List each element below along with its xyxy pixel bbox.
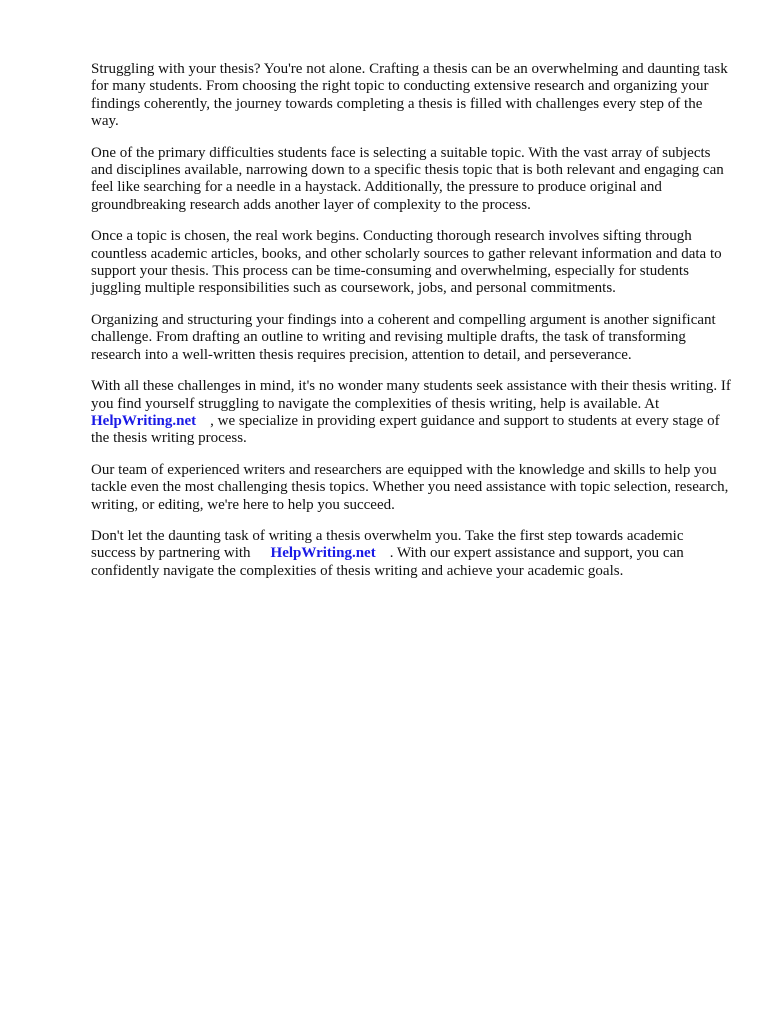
paragraph-organizing: Organizing and structuring your findings into a coherent and compelling argument is another significant challenge. From drafting an outline to writing and revising multiple drafts, the task of transforming research into a well-written thesis requires precision, attention to detail, and perseverance. [91, 311, 716, 363]
paragraph-assistance-text-after: , we specialize in providing expert guidance and support to students at every stage of the thesis writing process. [91, 412, 720, 447]
paragraph-assistance [91, 378, 731, 448]
document-body [91, 61, 731, 594]
paragraph-intro: Struggling with your thesis? You're not alone. Crafting a thesis can be an overwhelming and daunting task for many students. From choosing the right topic to conducting extensive research and organizing your findings coherently, the journey towards completing a thesis is filled with challenges every step of the way. [91, 61, 728, 130]
helpwriting-link-1[interactable]: HelpWriting.net [91, 412, 197, 429]
paragraph-closing [91, 528, 731, 580]
helpwriting-link-2[interactable]: HelpWriting.net [270, 545, 376, 562]
paragraph-closing-text-before: Don't let the daunting task of writing a thesis overwhelm you. Take the first step towards academic success by partnering with [91, 527, 684, 562]
paragraph-team: Our team of experienced writers and researchers are equipped with the knowledge and skills to help you tackle even the most challenging thesis topics. Whether you need assistance with topic selection, research, writing, or editing, we're here to help you succeed. [91, 461, 729, 513]
paragraph-assistance-text-before: With all these challenges in mind, it's no wonder many students seek assistance with their thesis writing. If you find yourself struggling to navigate the complexities of thesis writing, help is available. At [91, 378, 731, 412]
paragraph-topic-selection: One of the primary difficulties students face is selecting a suitable topic. With the vast array of subjects and disciplines available, narrowing down to a specific thesis topic that is both relevant and engaging can feel like searching for a needle in a haystack. Additionally, the pressure to produce original and groundbreaking research adds another layer of complexity to the process. [91, 144, 724, 213]
paragraph-closing-text-after: . With our expert assistance and support, you can confidently navigate the complexities of thesis writing and achieve your academic goals. [91, 545, 684, 579]
paragraph-research: Once a topic is chosen, the real work begins. Conducting thorough research involves sifting through countless academic articles, books, and other scholarly sources to gather relevant information and data to support your thesis. This process can be time-consuming and overwhelming, especially for students juggling multiple responsibilities such as coursework, jobs, and personal commitments. [91, 228, 722, 297]
